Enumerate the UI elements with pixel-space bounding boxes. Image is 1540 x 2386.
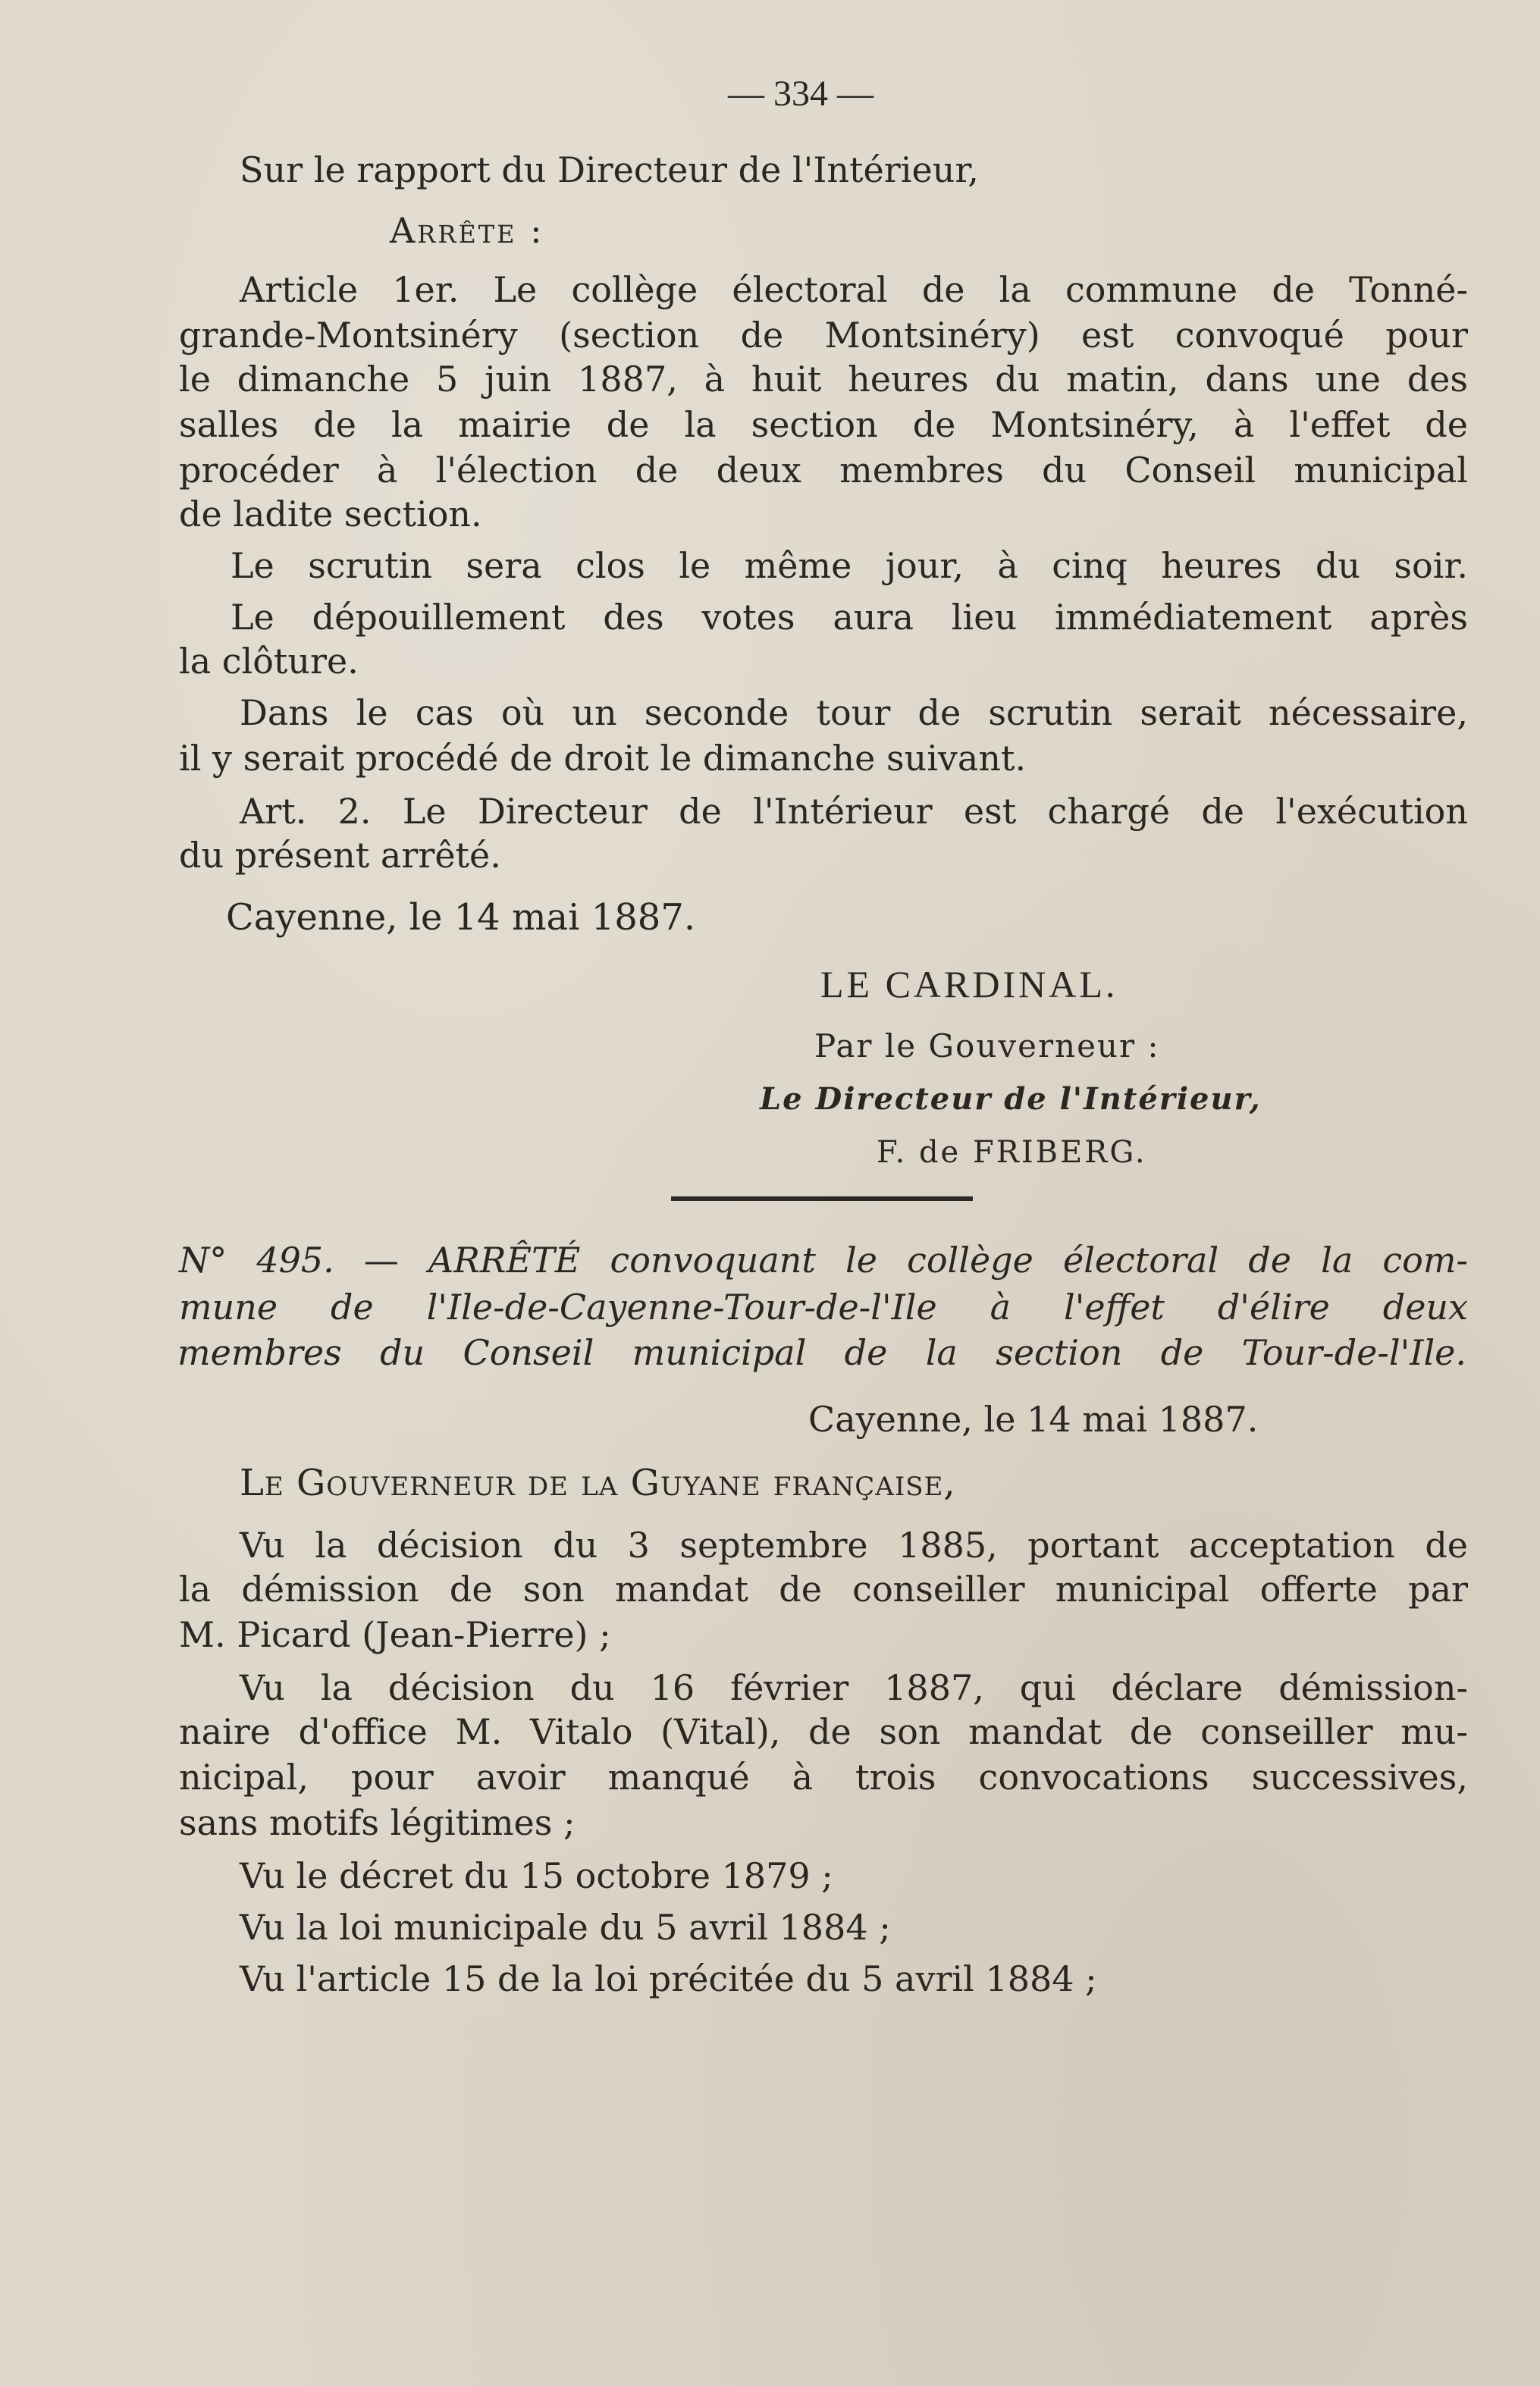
article1-line: salles de la mairie de la section de Montsinéry, à l'effet de [179,404,1468,445]
place-date: Cayenne, le 14 mai 1887. [226,896,696,939]
decree-heading-line: mune de l'Ile-de-Cayenne-Tour-de-l'Ile à l'effet d'élire deux [179,1287,1468,1328]
vu1-line: Vu la décision du 3 septembre 1885, portant acceptation de [240,1525,1468,1566]
article1-line: le dimanche 5 juin 1887, à huit heures du matin, dans une des [179,359,1468,400]
vu2-line: sans motifs légitimes ; [179,1802,576,1843]
vu4-line: Vu la loi municipale du 5 avril 1884 ; [240,1907,891,1948]
governor-line: Le Gouverneur de la Guyane française, [240,1462,956,1504]
article1-line: grande-Montsinéry (section de Montsinéry) est convoqué pour [179,315,1468,356]
article1-line: de ladite section. [179,494,482,535]
decree-date: Cayenne, le 14 mai 1887. [808,1399,1259,1440]
vu2-line: Vu la décision du 16 février 1887, qui déclare démission- [240,1667,1468,1708]
article1-line: procéder à l'élection de deux membres du Conseil municipal [179,450,1468,491]
scrutin-line: Le scrutin sera clos le même jour, à cinq heures du soir. [231,545,1468,586]
article2-line: du présent arrêté. [179,835,501,876]
par-le-gouverneur: Par le Gouverneur : [814,1027,1160,1064]
article1-line: Article 1er. Le collège électoral de la commune de Tonné- [240,269,1468,310]
depouillement-line: Le dépouillement des votes aura lieu immédiatement après [231,597,1468,638]
vu1-line: M. Picard (Jean-Pierre) ; [179,1614,611,1655]
decree-heading-line: membres du Conseil municipal de la section de Tour-de-l'Ile. [177,1332,1466,1373]
depouillement-line: la clôture. [179,641,359,682]
second-tour-line: il y serait procédé de droit le dimanche suivant. [179,738,1027,779]
signer-friberg: F. de FRIBERG. [877,1135,1147,1170]
separator-rule [671,1196,973,1201]
decree-heading-line: N° 495. — ARRÊTÉ convoquant le collège électoral de la com- [179,1240,1468,1281]
arrete-heading: Arrête : [390,210,544,251]
intro-line: Sur le rapport du Directeur de l'Intérieur, [240,149,979,190]
vu1-line: la démission de son mandat de conseiller municipal offerte par [179,1569,1468,1610]
vu3-line: Vu le décret du 15 octobre 1879 ; [240,1855,833,1896]
vu5-line: Vu l'article 15 de la loi précitée du 5 avril 1884 ; [240,1958,1097,1999]
vu2-line: nicipal, pour avoir manqué à trois convocations successives, [179,1757,1468,1798]
article2-line: Art. 2. Le Directeur de l'Intérieur est chargé de l'exécution [240,791,1468,832]
second-tour-line: Dans le cas où un seconde tour de scrutin serait nécessaire, [240,692,1468,733]
signature-cardinal: LE CARDINAL. [820,963,1118,1005]
directeur-title: Le Directeur de l'Intérieur, [760,1081,1262,1117]
page-number: — 334 — [728,74,874,114]
vu2-line: naire d'office M. Vitalo (Vital), de son mandat de conseiller mu- [179,1711,1468,1752]
